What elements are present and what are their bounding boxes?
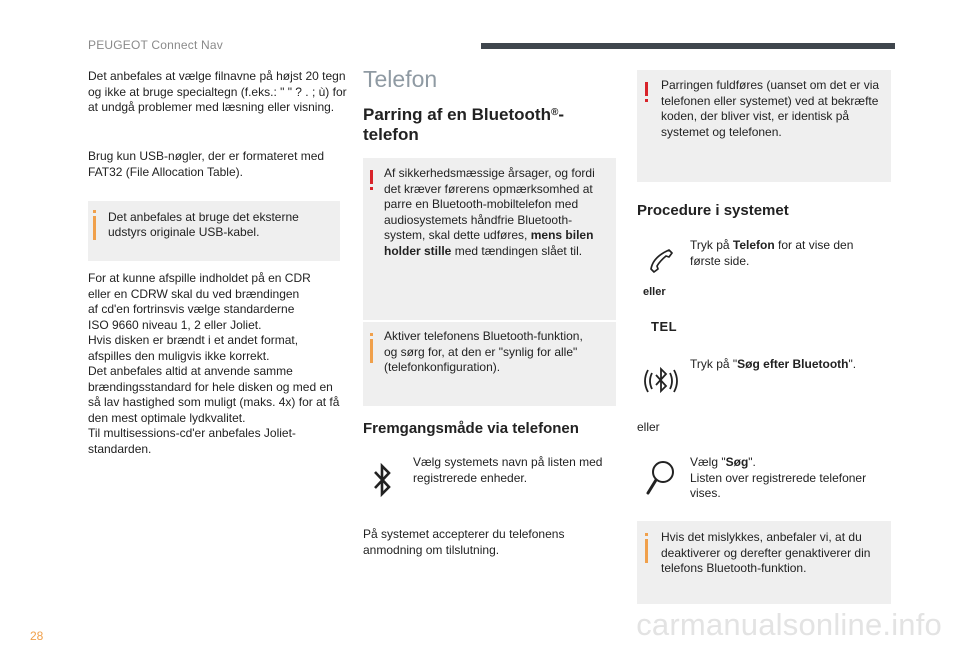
info-icon (93, 216, 96, 240)
step-select-search (690, 455, 890, 502)
text-line: den mest optimale lydkvalitet. (88, 410, 246, 425)
text-line: koden, der bliver vist, er identisk på (661, 109, 850, 123)
info-icon (370, 339, 373, 363)
watermark: carmanualsonline.info (636, 607, 942, 642)
header-bar (481, 43, 895, 49)
text-line: audiosystemets håndfrie Bluetooth- (384, 212, 573, 227)
tel-button-label: TEL (651, 319, 678, 334)
text-line: Vælg "Søg". (690, 455, 756, 469)
heading-via-phone: Fremgangsmåde via telefonen (363, 420, 579, 437)
text-line: Brug kun USB-nøgler, der er formateret med (88, 149, 325, 163)
text-line: eller en CDRW skal du ved brændingen (88, 286, 300, 301)
phone-handset-icon (647, 247, 675, 275)
header-title: PEUGEOT Connect Nav (88, 38, 223, 52)
text-line: Vælg systemets navn på listen med (413, 455, 603, 469)
text-line: Tryk på Telefon for at vise den (690, 238, 854, 252)
warning-box-safety (363, 158, 616, 320)
text-line: registrerede enheder. (413, 470, 528, 485)
text-line: ISO 9660 niveau 1, 2 eller Joliet. (88, 317, 262, 332)
page-number: 28 (30, 629, 44, 643)
section-title: Telefon (363, 66, 438, 92)
text-line: holder stille med tændingen slået til. (384, 243, 583, 258)
text-line: telefons Bluetooth-funktion. (661, 561, 807, 575)
text-line: Det anbefales altid at anvende samme (88, 364, 293, 378)
text-line: afspilles den muligvis ikke korrekt. (88, 348, 270, 363)
usb-format-advice (88, 149, 348, 180)
text-line: Hvis det mislykkes, anbefaler vi, at du (661, 530, 862, 544)
or-label: eller (643, 286, 666, 298)
text-line: vises. (690, 486, 721, 500)
text-line: af cd'en fortrinsvis vælge standarderne (88, 302, 295, 316)
text-line: udstyrs originale USB-kabel. (108, 225, 260, 239)
cd-burning-advice (88, 271, 348, 457)
text-line: brændingsstandard for hele disken og med en (88, 379, 333, 394)
warning-box-code (637, 70, 891, 182)
text-line: Det anbefales at bruge det eksterne (108, 210, 299, 224)
text-line: telefonen eller systemet) ved at bekræfte (661, 93, 879, 108)
text-line: Hvis disken er brændt i et andet format, (88, 333, 299, 347)
text-line: FAT32 (File Allocation Table). (88, 164, 243, 179)
subtitle-dash: - (558, 105, 565, 124)
heading-in-system: Procedure i systemet (637, 202, 789, 219)
text-line: første side. (690, 253, 750, 268)
magnifier-icon (644, 458, 678, 498)
text-line: og sørg for, at den er "synlig for alle" (384, 344, 578, 359)
warning-icon (370, 170, 373, 184)
registered-mark: ® (550, 107, 559, 118)
warning-icon (645, 82, 648, 96)
text-line: systemet og telefonen. (661, 124, 782, 139)
text-line: så lav hastighed som muligt (maks. 4x) for at få (88, 395, 340, 409)
text-line: Aktiver telefonens Bluetooth-funktion, (384, 329, 583, 343)
info-box-retry (637, 521, 891, 604)
subtitle-text: Parring af en Bluetooth (363, 105, 551, 124)
bluetooth-search-icon (642, 362, 680, 400)
step-select-system (413, 455, 613, 486)
text-line: Til multisessions-cd'er anbefales Joliet- (88, 426, 296, 440)
accept-request (363, 527, 618, 558)
or-label: eller (637, 420, 660, 434)
step-search-bluetooth (690, 357, 890, 373)
info-icon (645, 539, 648, 563)
text-line: parre en Bluetooth-mobiltelefon med (384, 197, 579, 211)
text-line: og ikke at bruge specialtegn (f.eks.: " " ? . ; ù) for (88, 84, 347, 99)
text-line: Listen over registrerede telefoner (690, 470, 867, 485)
text-line: deaktiverer og derefter genaktiverer din (661, 545, 871, 560)
step-tap-telefon (690, 238, 890, 269)
text-line: det kræver førerens opmærksomhed at (384, 181, 593, 196)
text-line: For at kunne afspille indholdet på en CDR (88, 271, 311, 285)
filename-advice (88, 69, 348, 116)
subtitle-text: telefon (363, 125, 419, 144)
info-box-enable-bluetooth (363, 322, 616, 406)
info-box-usb-cable (88, 201, 340, 261)
text-line: Det anbefales at vælge filnavne på højst 20 tegn (88, 69, 346, 83)
text-line: at undgå problemer med læsning eller visning. (88, 100, 335, 114)
section-subtitle (363, 105, 623, 145)
text-line: system, skal dette udføres, mens bilen (384, 228, 594, 242)
text-line: Af sikkerhedsmæssige årsager, og fordi (384, 166, 595, 180)
text-line: Parringen fuldføres (uanset om det er via (661, 78, 880, 92)
text-line: Tryk på "Søg efter Bluetooth". (690, 357, 857, 371)
text-line: standarden. (88, 441, 152, 456)
text-line: anmodning om tilslutning. (363, 542, 500, 557)
bluetooth-icon (372, 463, 394, 497)
text-line: (telefonkonfiguration). (384, 360, 501, 374)
text-line: På systemet accepterer du telefonens (363, 527, 565, 541)
